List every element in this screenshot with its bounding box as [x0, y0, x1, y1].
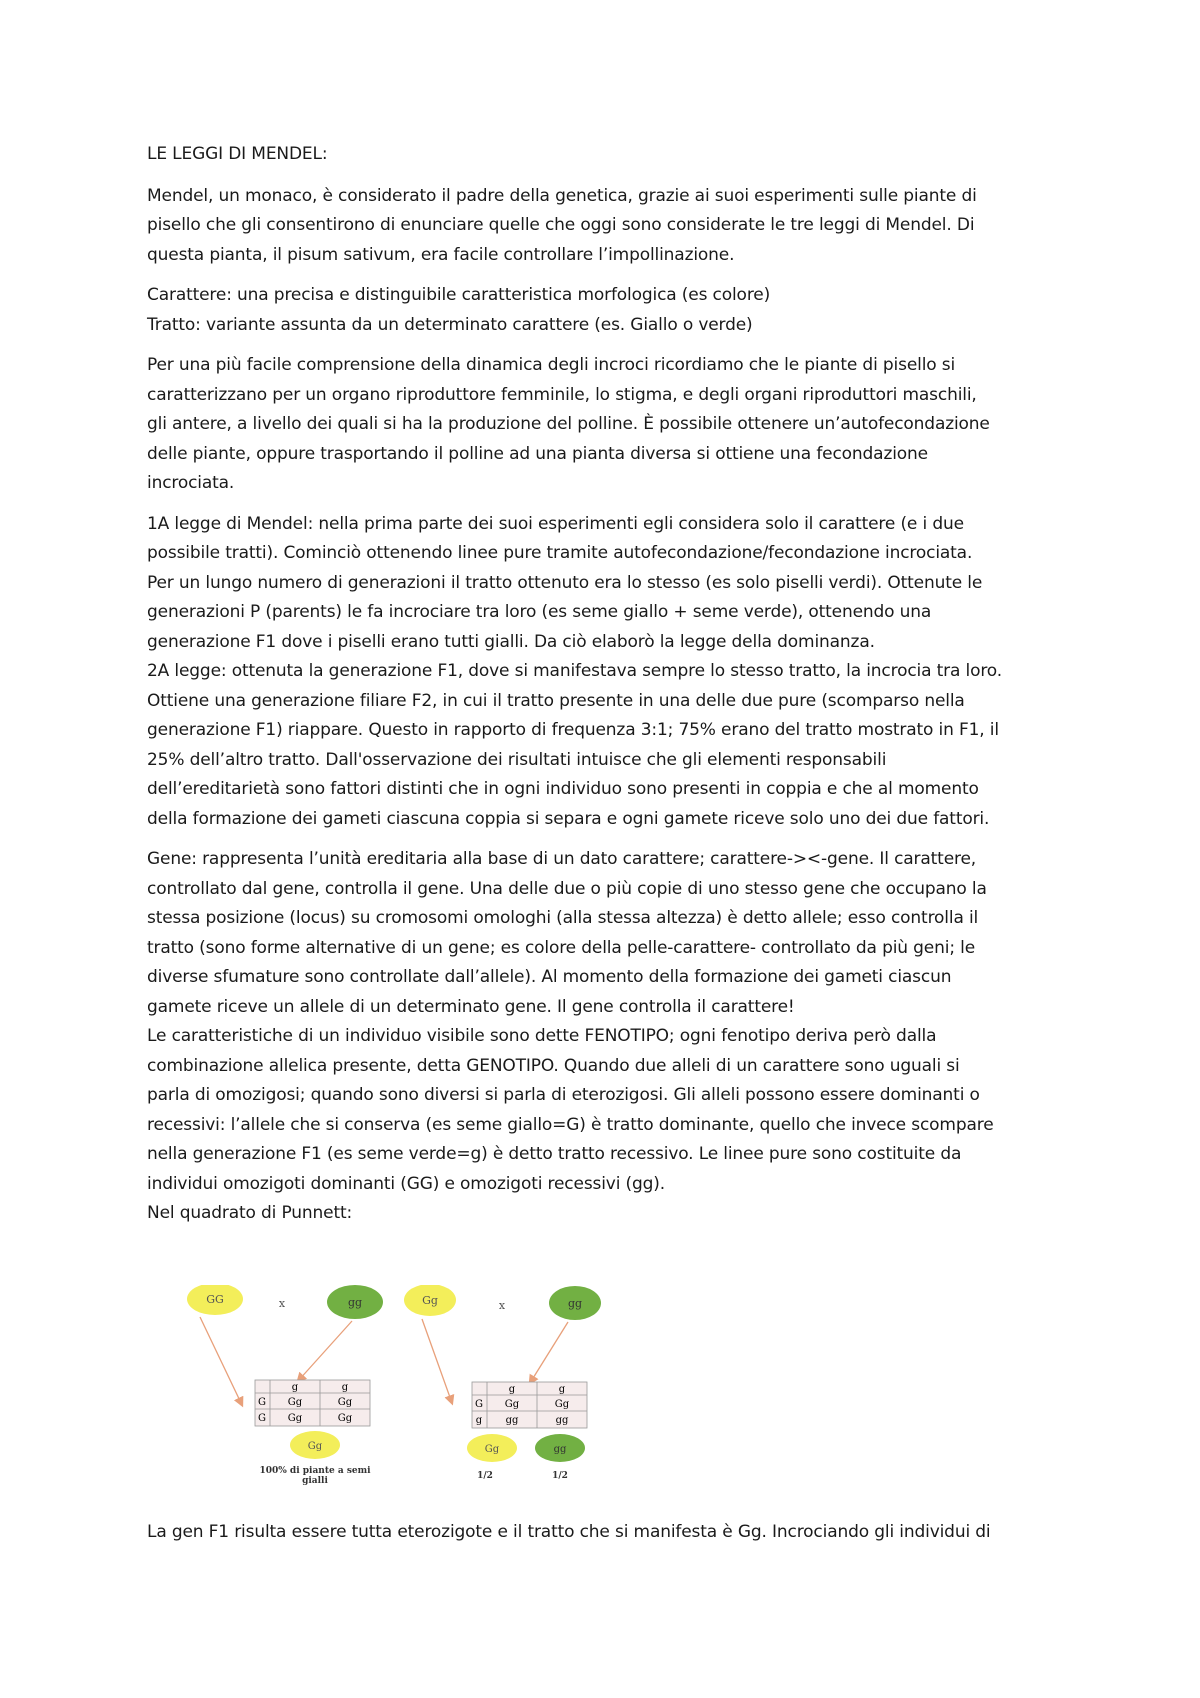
- table-cell: gg: [555, 1415, 569, 1426]
- text-line: 25% dell’altro tratto. Dall'osservazione dei risultati intuisce che gli elementi responsabili: [147, 749, 887, 770]
- table-header-cell: g: [341, 1382, 349, 1393]
- table-cell: g: [475, 1415, 483, 1426]
- table-cell: G: [475, 1399, 483, 1410]
- arrow-line: [200, 1317, 242, 1405]
- text-line: tratto (sono forme alternative di un gene; es colore della pelle-carattere- controllato da più geni; le: [147, 937, 976, 958]
- text-line: possibile tratti). Cominciò ottenendo linee pure tramite autofecondazione/fecondazione incrociata.: [147, 543, 973, 563]
- text-line: delle piante, oppure trasportando il polline ad una pianta diversa si ottiene una fecondazione: [147, 443, 928, 464]
- document-title: LE LEGGI DI MENDEL:: [147, 144, 328, 164]
- text-line: nella generazione F1 (es seme verde=g) è detto tratto recessivo. Le linee pure sono costituite da: [147, 1144, 962, 1164]
- text-line: generazione F1) riappare. Questo in rapporto di frequenza 3:1; 75% erano del tratto mostrato in F1, il: [147, 720, 999, 740]
- paragraph-reproduction: [147, 351, 1067, 499]
- paragraph-conclusion: [147, 1518, 990, 1548]
- table-header-cell: g: [508, 1384, 516, 1395]
- text-line: diverse sfumature sono controllate dall’allele). Al momento della formazione dei gameti ciascun: [147, 967, 952, 987]
- table-header-cell: g: [291, 1382, 299, 1393]
- text-line: individui omozigoti dominanti (GG) e omozigoti recessivi (gg).: [147, 1173, 666, 1194]
- table-cell: Gg: [337, 1397, 353, 1408]
- table-cell: Gg: [554, 1399, 570, 1410]
- text-line: gli antere, a livello dei quali si ha la produzione del polline. È possibile ottenere un’autofecondazione: [147, 414, 990, 434]
- text-line: generazioni P (parents) le fa incrociare tra loro (es seme giallo + seme verde), ottenendo una: [147, 602, 932, 622]
- paragraph-intro: [147, 182, 1067, 271]
- text-line: 2A legge: ottenuta la generazione F1, dove si manifestava sempre lo stesso tratto, la incrocia tra loro.: [147, 661, 1002, 681]
- table-cell: gg: [505, 1415, 519, 1426]
- parent-1-label: GG: [206, 1293, 224, 1306]
- arrow-line: [422, 1319, 452, 1403]
- text-line: Le caratteristiche di un individuo visibile sono dette FENOTIPO; ogni fenotipo deriva però dalla: [147, 1026, 937, 1046]
- offspring-label: Gg: [307, 1441, 323, 1452]
- text-line: questa pianta, il pisum sativum, era facile controllare l’impollinazione.: [147, 244, 735, 265]
- document-body: [147, 140, 1067, 1240]
- punnett-figure: [170, 1285, 630, 1485]
- text-line: caratterizzano per un organo riproduttore femminile, lo stigma, e degli organi riproduttori maschili,: [147, 384, 977, 405]
- table-cell: Gg: [287, 1397, 303, 1408]
- paragraph-laws: [147, 510, 1067, 835]
- punnett-cross-2: [404, 1285, 601, 1481]
- text-line: Tratto: variante assunta da un determinato carattere (es. Giallo o verde): [147, 314, 753, 335]
- table-cell: G: [258, 1397, 266, 1408]
- text-line: incrociata.: [147, 473, 235, 493]
- punnett-table-2: [472, 1382, 587, 1428]
- text-line: stessa posizione (locus) su cromosomi omologhi (alla stessa altezza) è detto allele; esso controlla il: [147, 908, 979, 928]
- text-line: Mendel, un monaco, è considerato il padre della genetica, grazie ai suoi esperimenti sulle piante di: [147, 185, 977, 206]
- table-cell: G: [258, 1413, 266, 1424]
- table-cell: Gg: [504, 1399, 520, 1410]
- parent-2-label: gg: [567, 1297, 583, 1310]
- text-line: Gene: rappresenta l’unità ereditaria alla base di un dato carattere; carattere-><-gene. Il carattere,: [147, 849, 977, 869]
- table-header-cell: g: [558, 1384, 566, 1395]
- text-line: controllato dal gene, controlla il gene. Una delle due o più copie di uno stesso gene che occupano la: [147, 878, 987, 899]
- text-line: Ottiene una generazione filiare F2, in cui il tratto presente in una delle due pure (scomparso nella: [147, 690, 965, 711]
- parent-1-label: Gg: [422, 1294, 438, 1307]
- text-line: recessivi: l’allele che si conserva (es seme giallo=G) è tratto dominante, quello che invece scompare: [147, 1114, 994, 1135]
- text-line: dell’ereditarietà sono fattori distinti che in ogni individuo sono presenti in coppia e che al momento: [147, 779, 979, 799]
- text-line: combinazione allelica presente, detta GENOTIPO. Quando due alleli di un carattere sono uguali si: [147, 1055, 960, 1076]
- offspring-caption: 100% di piante a semi: [259, 1466, 371, 1476]
- text-line: generazione F1 dove i piselli erano tutti gialli. Da ciò elaborò la legge della dominanza.: [147, 631, 875, 652]
- ratio-label: 1/2: [552, 1471, 568, 1481]
- text-line: pisello che gli consentirono di enunciare quelle che oggi sono considerate le tre leggi di Mendel. Di: [147, 215, 975, 235]
- text-line: Nel quadrato di Punnett:: [147, 1203, 353, 1223]
- offspring-caption: gialli: [302, 1476, 328, 1485]
- arrow-line: [530, 1322, 568, 1383]
- arrow-line: [298, 1321, 352, 1381]
- text-line: 1A legge di Mendel: nella prima parte dei suoi esperimenti egli considera solo il carattere (e i due: [147, 513, 964, 534]
- cross-symbol: x: [498, 1299, 506, 1312]
- table-cell: Gg: [287, 1413, 303, 1424]
- text-line: Carattere: una precisa e distinguibile caratteristica morfologica (es colore): [147, 285, 771, 305]
- punnett-table-1: [255, 1380, 370, 1426]
- table-cell: Gg: [337, 1413, 353, 1424]
- punnett-cross-1: [187, 1285, 383, 1485]
- offspring-label: gg: [553, 1444, 567, 1455]
- cross-symbol: x: [278, 1297, 286, 1310]
- parent-2-label: gg: [347, 1296, 363, 1309]
- text-line: Per un lungo numero di generazioni il tratto ottenuto era lo stesso (es solo piselli verdi). Ottenute le: [147, 572, 983, 593]
- text-line: della formazione dei gameti ciascuna coppia si separa e ogni gamete riceve solo uno dei due fattori.: [147, 808, 990, 829]
- text-line: gamete riceve un allele di un determinato gene. Il gene controlla il carattere!: [147, 996, 795, 1017]
- offspring-label: Gg: [484, 1444, 500, 1455]
- paragraph-definitions: [147, 281, 1067, 340]
- text-line: parla di omozigosi; quando sono diversi si parla di eterozigosi. Gli alleli possono essere dominanti o: [147, 1085, 980, 1105]
- ratio-label: 1/2: [477, 1471, 493, 1481]
- text-line: Per una più facile comprensione della dinamica degli incroci ricordiamo che le piante di pisello si: [147, 355, 956, 375]
- paragraph-gene: [147, 845, 1067, 1229]
- text-line: La gen F1 risulta essere tutta eterozigote e il tratto che si manifesta è Gg. Incrociando gli individui di: [147, 1522, 991, 1542]
